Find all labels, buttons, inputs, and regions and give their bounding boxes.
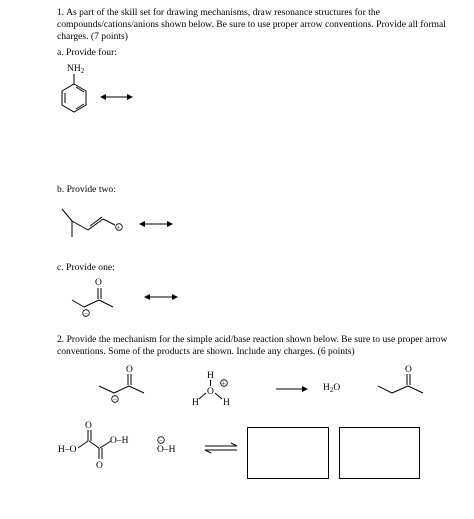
- svg-text:O: O: [126, 365, 133, 375]
- svg-text:O: O: [85, 421, 92, 431]
- hydronium-reactant: [192, 371, 230, 408]
- equilibrium-arrows: [205, 443, 237, 453]
- svg-text:−: −: [113, 395, 117, 404]
- nh2-label: $NH_2$: [67, 64, 85, 75]
- hydroxide-reactant: [157, 437, 176, 456]
- svg-text:H: H: [192, 398, 199, 408]
- svg-text:H–O: H–O: [58, 445, 77, 455]
- ketone-product: [378, 365, 423, 393]
- svg-text:O: O: [96, 461, 103, 471]
- diacid-reactant: [58, 421, 129, 471]
- question-2-text: 2. Provide the mechanism for the simple acid/base reaction shown below. Be sure to use proper arrow conventions. Some of the products are shown. Include any charges. (6 points): [57, 334, 448, 357]
- part-b-label: b. Provide two:: [57, 184, 116, 195]
- svg-text:O–H: O–H: [157, 445, 176, 455]
- svg-text:H: H: [207, 371, 214, 381]
- svg-text:+: +: [116, 223, 121, 232]
- part-a-label: a. Provide four:: [57, 47, 117, 58]
- svg-text:+: +: [221, 379, 226, 388]
- question-1-text: 1. As part of the skill set for drawing mechanisms, draw resonance structures for the compounds/cations/anions shown below. Be sure to use proper arrow conventions. Provide all formal charges. (7 points): [57, 7, 446, 42]
- aniline-structure: [62, 64, 86, 112]
- svg-text:O: O: [405, 365, 412, 375]
- svg-text:−: −: [159, 436, 163, 445]
- anion-structure-c: [72, 278, 113, 318]
- svg-text:O: O: [95, 278, 102, 288]
- water-product: $H_2O$: [323, 383, 341, 394]
- svg-text:−: −: [84, 309, 88, 318]
- svg-text:O: O: [207, 387, 214, 397]
- allylic-cation-structure: [62, 209, 122, 237]
- enolate-reactant: [99, 365, 144, 404]
- svg-text:H: H: [223, 398, 230, 408]
- svg-text:O–H: O–H: [110, 436, 129, 446]
- part-c-label: c. Provide one:: [57, 262, 115, 273]
